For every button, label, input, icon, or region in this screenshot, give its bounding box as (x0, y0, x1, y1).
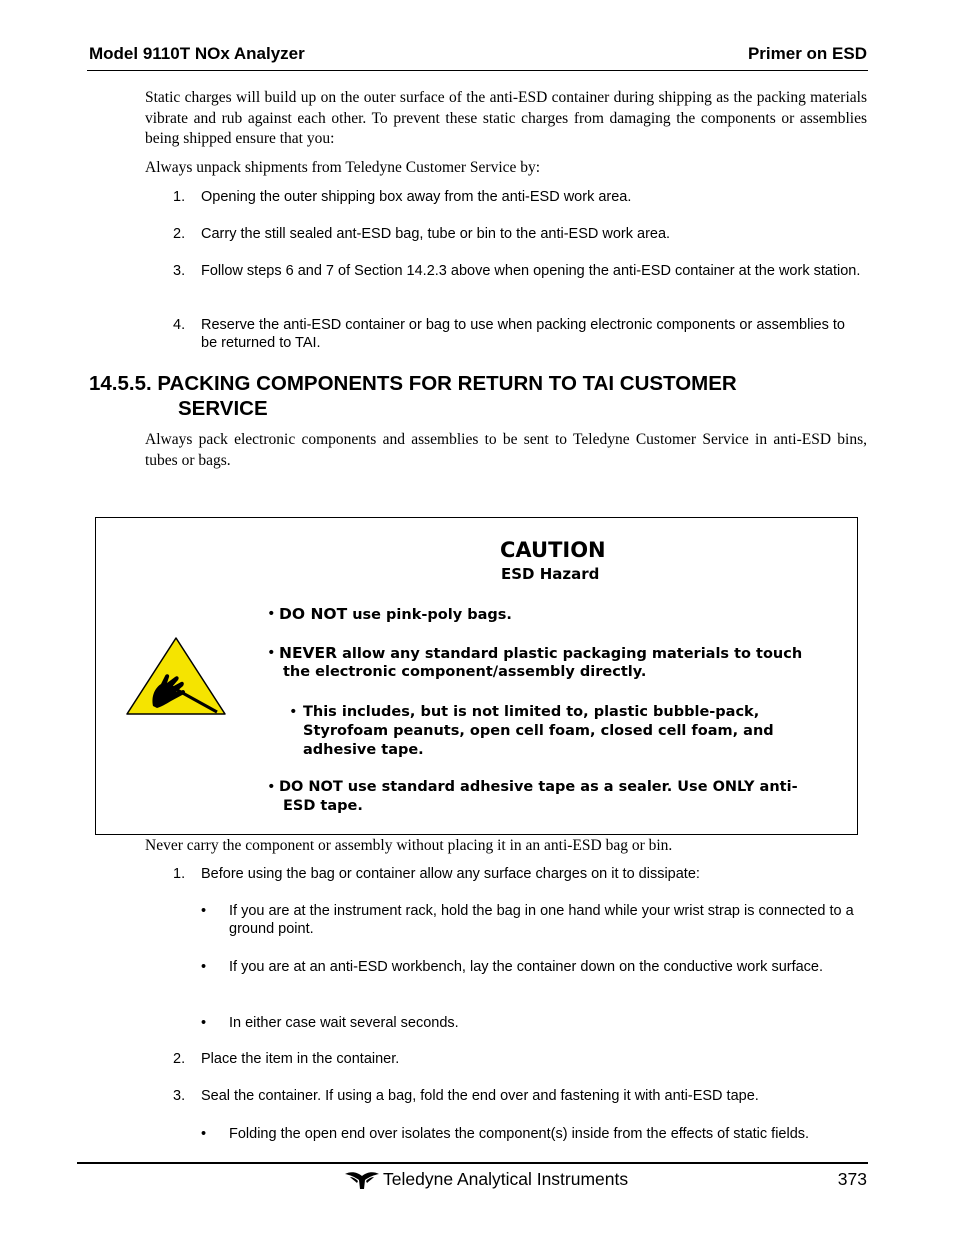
item-text: Seal the container. If using a bag, fold the end over and fastening it with anti-ESD tape. (201, 1088, 759, 1104)
caution-bullet (267, 778, 852, 818)
strong-text: DO NOT (279, 605, 348, 623)
item-text: Place the item in the container. (201, 1051, 400, 1067)
item-number: 3. (173, 263, 186, 279)
caution-subtitle: ESD Hazard (501, 565, 600, 583)
bullet-rest: allow any standard plastic packaging materials to touch (337, 646, 803, 662)
footer-company: Teledyne Analytical Instruments (383, 1169, 629, 1189)
caution-bullet (267, 605, 847, 625)
bullet-text: In either case wait several seconds. (229, 1015, 459, 1031)
section-paragraph: Always pack electronic components and assemblies to be sent to Teledyne Customer Service in anti-ESD bins, tubes or bags. (145, 431, 867, 469)
carry-paragraph: Never carry the component or assembly without placing it in an anti-ESD bag or bin. (145, 837, 673, 854)
footer-rule (77, 1162, 868, 1164)
section-heading (89, 371, 849, 421)
item-text: Opening the outer shipping box away from the anti-ESD work area. (201, 189, 632, 205)
heading-line-2: SERVICE (178, 397, 268, 420)
bullet-rest: use pink-poly bags. (347, 607, 512, 623)
bullet-text: If you are at the instrument rack, hold the bag in one hand while your wrist strap is connected to a ground point. (229, 903, 854, 937)
item-text: Reserve the anti-ESD container or bag to use when packing electronic components or assemblies to be returned to TAI. (201, 317, 845, 351)
unpack-intro: Always unpack shipments from Teledyne Customer Service by: (145, 159, 541, 176)
bullet-dot: • (267, 606, 276, 622)
sub-bullet-line-3: adhesive tape. (303, 742, 424, 758)
bullet-dot: • (267, 779, 276, 795)
bullet-dot: • (201, 903, 207, 919)
caution-sub-bullet (289, 703, 849, 763)
esd-hazard-icon (125, 636, 227, 716)
bullet-text-line-2: the electronic component/assembly directly. (283, 664, 647, 680)
heading-line-1: 14.5.5. PACKING COMPONENTS FOR RETURN TO TAI CUSTOMER (89, 372, 737, 395)
item-number: 2. (173, 226, 186, 242)
item-number: 1. (173, 866, 186, 882)
bullet-text: Folding the open end over isolates the component(s) inside from the effects of static fields. (229, 1126, 810, 1142)
page-number: 373 (837, 1169, 867, 1189)
bullet-dot: • (289, 704, 298, 720)
bullet-text: If you are at an anti-ESD workbench, lay the container down on the conductive work surface. (229, 959, 824, 975)
bullet-dot: • (201, 959, 207, 975)
bullet-dot: • (267, 645, 276, 661)
item-number: 4. (173, 317, 186, 333)
caution-title: CAUTION (500, 538, 606, 562)
intro-paragraph: Static charges will build up on the outer surface of the anti-ESD container during shipping as the packing materials vibrate and rub against each other. To prevent these static charges from damaging the components or assemblies being shipped ensure that you: (145, 89, 867, 147)
sub-bullet-line-2: Styrofoam peanuts, open cell foam, closed cell foam, and (303, 723, 774, 739)
caution-bullet (267, 644, 847, 684)
item-text: Carry the still sealed ant-ESD bag, tube or bin to the anti-ESD work area. (201, 226, 671, 242)
item-number: 1. (173, 189, 186, 205)
bullet-text (279, 644, 802, 664)
header-section: Primer on ESD (747, 44, 867, 63)
item-text: Follow steps 6 and 7 of Section 14.2.3 above when opening the anti-ESD container at the work station. (201, 263, 861, 279)
bullet-text-line-2: ESD tape. (283, 798, 363, 814)
item-number: 2. (173, 1051, 186, 1067)
teledyne-logo-icon (345, 1171, 379, 1189)
header-model: Model 9110T NOx Analyzer (89, 44, 305, 63)
header-rule (87, 70, 868, 71)
bullet-text: DO NOT use standard adhesive tape as a sealer. Use ONLY anti- (279, 779, 798, 795)
item-number: 3. (173, 1088, 186, 1104)
strong-text: NEVER (279, 644, 338, 662)
bullet-text (279, 605, 512, 625)
sub-bullet-line-1: This includes, but is not limited to, plastic bubble-pack, (303, 704, 760, 720)
bullet-dot: • (201, 1015, 207, 1031)
item-text: Before using the bag or container allow any surface charges on it to dissipate: (201, 866, 700, 882)
bullet-dot: • (201, 1126, 207, 1142)
